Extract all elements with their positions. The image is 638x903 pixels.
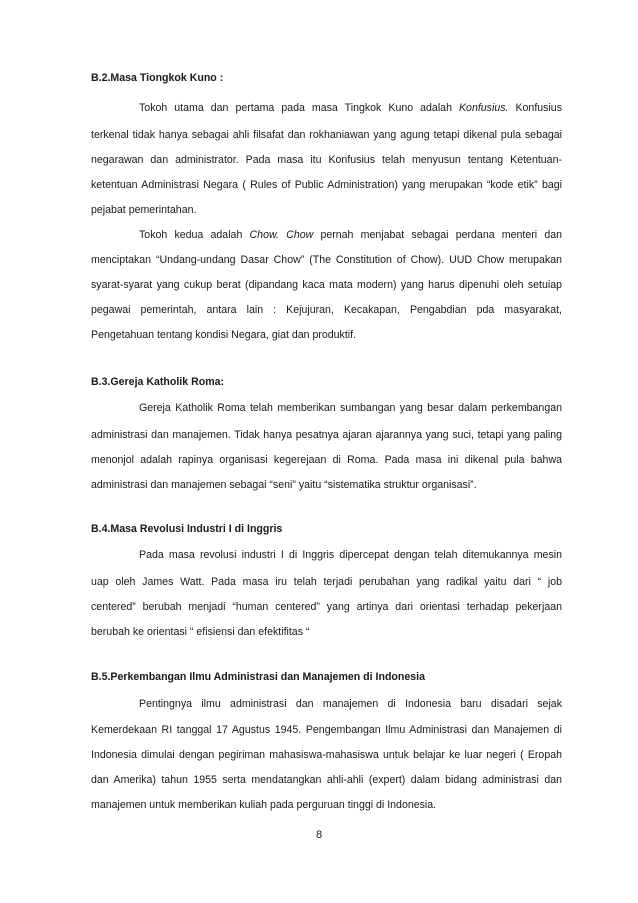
paragraph-line: menciptakan “Undang-undang Dasar Chow” (The Constitution of Chow). UUD Chow merupakan (91, 254, 562, 266)
paragraph-line: Indonesia dimulai dengan pegiriman mahasiswa-mahasiswa untuk belajar ke luar negeri ( Eropah (91, 749, 562, 761)
paragraph-line: Tokoh utama dan pertama pada masa Tingkok Kuno adalah Konfusius. Konfusius (139, 102, 562, 114)
paragraph-line: dan Amerika) tahun 1955 serta mendatangkan ahli-ahli (expert) dalam bidang administrasi dan (91, 774, 562, 786)
paragraph-line: berubah ke orientasi “ efisiensi dan efektifitas “ (91, 626, 310, 638)
paragraph-line: menonjol adalah rapinya organisasi kegerejaan di Roma. Pada masa ini dikenal pula bahwa (91, 454, 562, 466)
paragraph-line: syarat-syarat yang cukup berat (dipandang kaca mata modern) yang harus dipenuhi oleh setuiap (91, 279, 562, 291)
section-heading-b5: B.5.Perkembangan Ilmu Administrasi dan Manajemen di Indonesia (91, 671, 425, 683)
paragraph-line: administrasi dan manajemen. Tidak hanya pesatnya ajaran ajarannya yang suci, tetapi yang paling (91, 429, 562, 441)
paragraph-line: terkenal tidak hanya sebagai ahli filsafat dan rokhaniawan yang agung tetapi dikenal pula sebagai (91, 129, 562, 141)
paragraph-line: Pengetahuan tentang kondisi Negara, giat dan produktif. (91, 329, 357, 341)
paragraph-line: ketentuan Administrasi Negara ( Rules of Public Administration) yang merupakan “kode etik” bagi (91, 179, 562, 191)
section-heading-b2: B.2.Masa Tiongkok Kuno : (91, 72, 224, 84)
paragraph-line: Pentingnya ilmu administrasi dan manajemen di Indonesia baru disadari sejak (139, 698, 562, 710)
paragraph-line: centered” berubah menjadi “human centered” yang artinya dari orientasi terhadap pekerjaan (91, 601, 562, 613)
paragraph-line: Gereja Katholik Roma telah memberikan sumbangan yang besar dalam perkembangan (139, 402, 562, 414)
paragraph-line: manajemen untuk memberikan kuliah pada perguruan tinggi di Indonesia. (91, 799, 437, 811)
section-heading-b4: B.4.Masa Revolusi Industri I di Inggris (91, 523, 283, 535)
paragraph-line: Pada masa revolusi industri I di Inggris dipercepat dengan telah ditemukannya mesin (139, 549, 562, 561)
page-number: 8 (315, 829, 323, 841)
paragraph-line: pejabat pemerintahan. (91, 204, 197, 216)
paragraph-line: Kemerdekaan RI tanggal 17 Agustus 1945. Pengembangan Ilmu Administrasi dan Manajemen di (91, 724, 562, 736)
paragraph-line: Tokoh kedua adalah Chow. Chow pernah menjabat sebagai perdana menteri dan (139, 229, 562, 241)
paragraph-line: administrasi dan manajemen sebagai “seni” yaitu “sistematika struktur organisasi”. (91, 479, 477, 491)
section-heading-b3: B.3.Gereja Katholik Roma: (91, 376, 225, 388)
paragraph-line: negarawan dan administrator. Pada masa itu Konfusius telah menyusun tentang Ketentuan- (91, 154, 562, 166)
paragraph-line: uap oleh James Watt. Pada masa iru telah terjadi perubahan yang radikal yaitu dari “ job (91, 576, 562, 588)
paragraph-line: pegawai pemerintah, antara lain : Kejujuran, Kecakapan, Pengabdian pda masyarakat, (91, 304, 562, 316)
